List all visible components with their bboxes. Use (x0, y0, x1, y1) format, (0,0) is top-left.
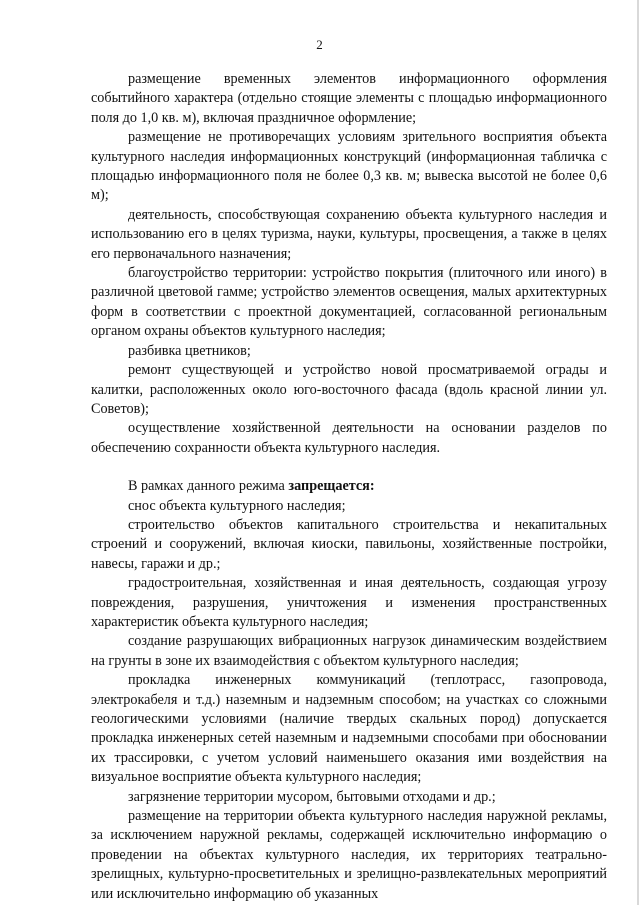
permitted-item: деятельность, способствующая сохранению объекта культурного наследия и использованию его в целях туризма, науки, культуры, просвещения, а также в целях его первоначального назначения; (91, 206, 607, 262)
document-body (91, 70, 607, 904)
prohibited-item: размещение на территории объекта культурного наследия наружной рекламы, за исключением наружной рекламы, содержащей исключительно информацию о проведении на объектах культурного наследия, их территориях театрально-зрелищных, культурно-просветительных и зрелищно-развлекательных мероприятий или исключительно информацию об указанных (91, 808, 607, 902)
page-number: 2 (316, 37, 323, 52)
permitted-item: благоустройство территории: устройство покрытия (плиточного или иного) в различной цветовой гамме; устройство элементов освещения, малых архитектурных форм в соответствии с проектной документацией, согласованной региональным органом охраны объектов культурного наследия; (91, 265, 607, 340)
permitted-item: осуществление хозяйственной деятельности на основании разделов по обеспечению сохранности объекта культурного наследия. (91, 420, 607, 456)
prohibited-item: снос объекта культурного наследия; (128, 497, 346, 514)
prohibited-item: прокладка инженерных коммуникаций (теплотрасс, газопровода, электрокабеля и т.д.) наземным и надземным способом; на участках со сложными геологическими условиями (наличие твердых скальных пород) допускается прокладка инженерных сетей наземным и надземными способами при обосновании их трассировки, с учетом условий наименьшего оказания ими воздействия на визуальное восприятие объекта культурного наследия; (91, 672, 607, 786)
prohibited-heading-emphasis: запрещается: (288, 478, 375, 495)
permitted-item: размещение временных элементов информационного оформления событийного характера (отдельно стоящие элементы с площадью информационного поля до 1,0 кв. м), включая праздничное оформление; (91, 71, 607, 126)
prohibited-item: градостроительная, хозяйственная и иная деятельность, создающая угрозу повреждения, разрушения, уничтожения и изменения пространственных характеристик объекта культурного наследия; (91, 575, 607, 630)
prohibited-heading-text: В рамках данного режима (128, 478, 289, 495)
prohibited-item: создание разрушающих вибрационных нагрузок динамическим воздействием на грунты в зоне их взаимодействия с объектом культурного наследия; (91, 633, 607, 669)
prohibited-heading (91, 477, 607, 496)
prohibited-item: загрязнение территории мусором, бытовыми отходами и др.; (128, 788, 496, 805)
permitted-item: ремонт существующей и устройство новой просматриваемой ограды и калитки, расположенных около юго-восточного фасада (вдоль красной линии ул. Советов); (91, 362, 607, 417)
permitted-item: размещение не противоречащих условиям зрительного восприятия объекта культурного наследия информационных конструкций (информационная табличка с площадью информационного поля не более 0,3 кв. м; вывеска высотой не более 0,6 м); (91, 129, 607, 204)
permitted-item: разбивка цветников; (128, 342, 251, 359)
prohibited-item: строительство объектов капитального строительства и некапитальных строений и сооружений, включая киоски, павильоны, хозяйственные постройки, навесы, гаражи и др.; (91, 516, 607, 572)
